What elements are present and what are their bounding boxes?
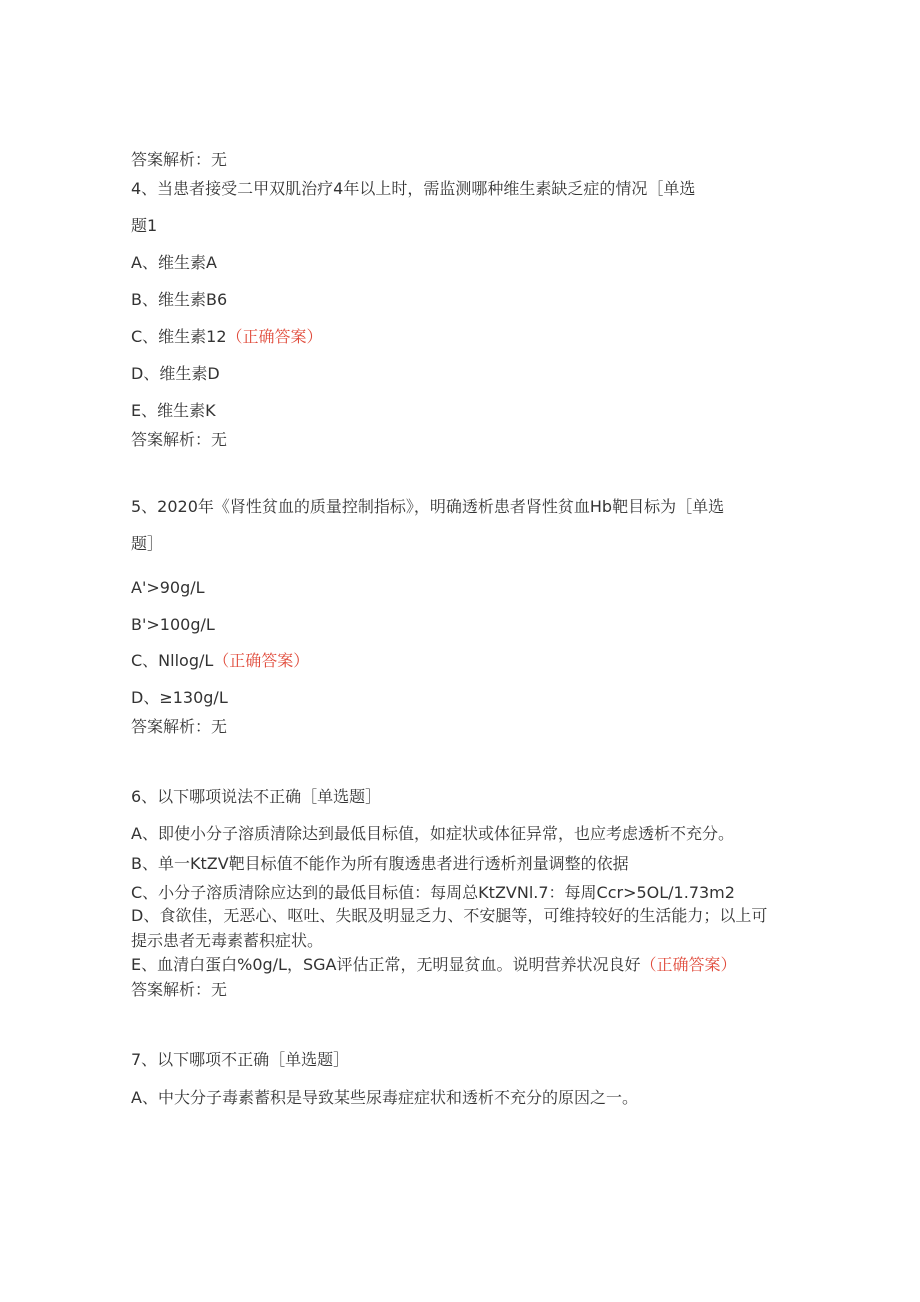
q4-question-line2: 题1 bbox=[131, 216, 158, 235]
q5-option-d: D、≥130g∕L bbox=[131, 688, 228, 707]
q6-correct-answer-tag: （正确答案） bbox=[640, 955, 737, 974]
q7-question: 7、以下哪项不正确［单选题］ bbox=[131, 1050, 350, 1069]
q6-explanation: 答案解析：无 bbox=[131, 980, 228, 999]
q4-explanation: 答案解析：无 bbox=[131, 430, 228, 449]
q6-option-c: C、小分子溶质清除应达到的最低目标值：每周总KtZVNl.7：每周Ccr>5OL∕1.73m2 bbox=[131, 883, 735, 902]
q5-question-line1: 5、2020年《肾性贫血的质量控制指标》，明确透析患者肾性贫血Hb靶目标为［单选 bbox=[131, 497, 725, 516]
q4-option-d: D、维生素D bbox=[131, 364, 220, 383]
q4-option-c-text: C、维生素12 bbox=[131, 327, 227, 346]
q6-option-e-text: E、血清白蛋白%0g∕L，SGA评估正常，无明显贫血。说明营养状况良好 bbox=[131, 955, 641, 974]
q4-option-b: B、维生素B6 bbox=[131, 290, 228, 309]
q4-option-e: E、维生素K bbox=[131, 401, 216, 420]
q5-explanation: 答案解析：无 bbox=[131, 717, 228, 736]
q4-option-c bbox=[131, 327, 323, 347]
q4-option-a: A、维生素A bbox=[131, 253, 217, 272]
q5-option-c bbox=[131, 651, 309, 671]
q5-option-b: B'>100g∕L bbox=[131, 615, 215, 634]
q6-option-d: D、食欲佳，无恶心、呕吐、失眠及明显乏力、不安腿等，可维持较好的生活能力；以上可提示患者无毒素蓄积症状。 bbox=[131, 906, 768, 950]
q6-option-b: B、单一KtZV靶目标值不能作为所有腹透患者进行透析剂量调整的依据 bbox=[131, 854, 629, 873]
q5-question-line2: 题］ bbox=[131, 534, 164, 553]
q5-option-c-text: C、Nllog/L bbox=[131, 651, 214, 670]
q5-option-a: A'>90g∕L bbox=[131, 578, 205, 597]
q6-option-e bbox=[131, 955, 736, 975]
q4-question-line1: 4、当患者接受二甲双肌治疗4年以上时，需监测哪种维生素缺乏症的情况［单选 bbox=[131, 179, 696, 198]
q7-option-a: A、中大分子毒素蓄积是导致某些尿毒症症状和透析不充分的原因之一。 bbox=[131, 1088, 638, 1107]
q5-correct-answer-tag: （正确答案） bbox=[213, 651, 310, 670]
q4-correct-answer-tag: （正确答案） bbox=[226, 327, 323, 346]
q6-question: 6、以下哪项说法不正确［单选题］ bbox=[131, 787, 382, 806]
q6-option-a: A、即使小分子溶质清除达到最低目标值，如症状或体征异常，也应考虑透析不充分。 bbox=[131, 824, 734, 843]
q3-explanation: 答案解析：无 bbox=[131, 150, 228, 169]
